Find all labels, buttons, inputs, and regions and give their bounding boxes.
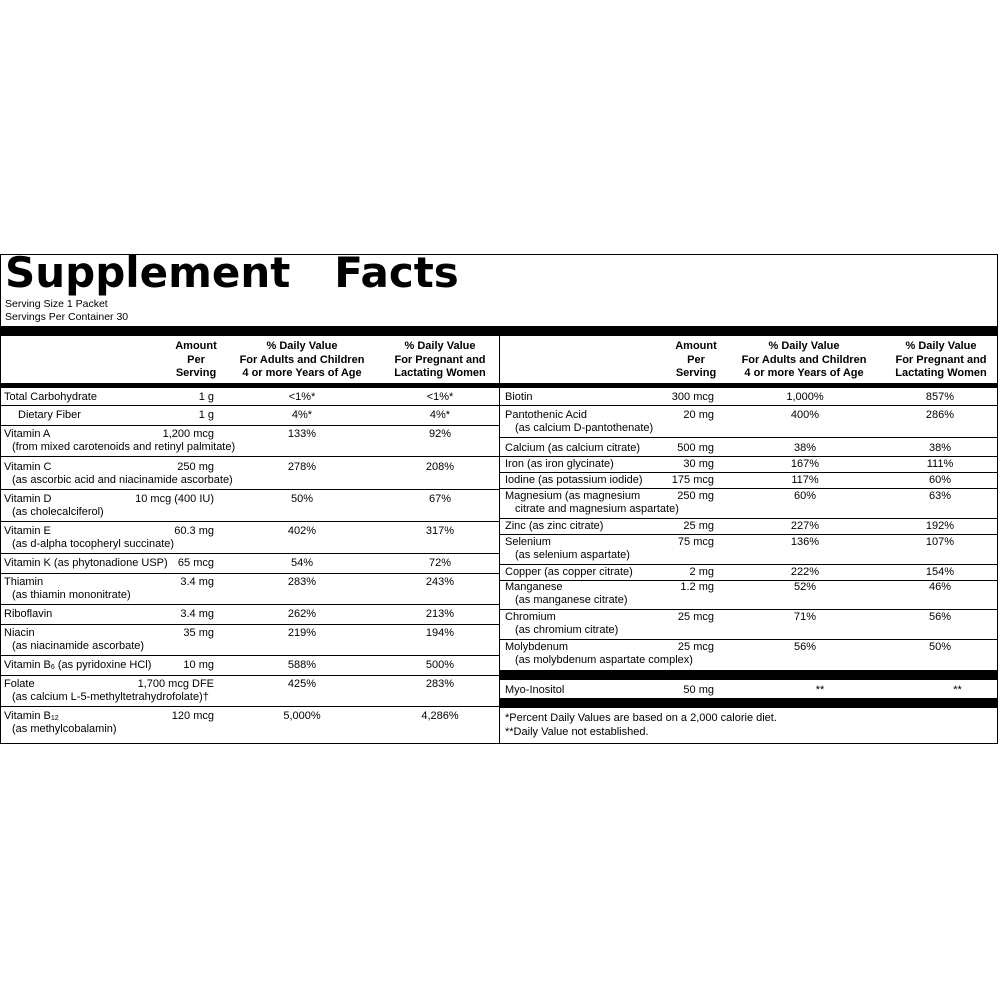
- left-dv-adults-header: % Daily Value For Adults and Children 4 or more Years of Age: [239, 340, 365, 379]
- myo-bottom-rule: [500, 698, 998, 708]
- right-row-4-name: Iodine (as potassium iodide): [505, 474, 643, 486]
- right-row-11-dv-pregnant: 50%: [928, 641, 952, 653]
- right-row-6-dv-adults: 227%: [790, 520, 820, 532]
- left-row-1-rule: [0, 425, 499, 426]
- left-row-6-amount: 65 mcg: [177, 557, 214, 569]
- left-row-3-dv-adults: 278%: [287, 461, 317, 473]
- serving-size: Serving Size 1 Packet: [5, 298, 108, 310]
- right-row-1-amount: 20 mg: [683, 409, 714, 421]
- right-row-11-source: (as molybdenum aspartate complex): [515, 654, 693, 666]
- left-row-0-dv-adults: <1%*: [288, 391, 316, 403]
- right-row-9-name: Manganese: [505, 581, 563, 593]
- left-row-6-dv-adults: 54%: [290, 557, 314, 569]
- subscript: 6: [50, 664, 55, 671]
- footnote-percent-dv: *Percent Daily Values are based on a 2,000 calorie diet.: [505, 712, 777, 724]
- right-row-9-dv-adults: 52%: [793, 581, 817, 593]
- myo-inositol-dv-adults: **: [815, 684, 825, 696]
- right-row-7-name: Selenium: [505, 536, 551, 548]
- right-row-3-amount: 30 mg: [683, 458, 714, 470]
- right-row-2-amount: 500 mg: [677, 442, 714, 454]
- right-row-6-amount: 25 mg: [683, 520, 714, 532]
- right-row-10-amount: 25 mcg: [677, 611, 714, 623]
- right-row-4-amount: 175 mcg: [671, 474, 714, 486]
- right-row-10-source: (as chromium citrate): [515, 624, 619, 636]
- servings-per-container: Servings Per Container 30: [5, 311, 129, 323]
- left-row-7-dv-pregnant: 243%: [425, 576, 455, 588]
- right-row-11-name: Molybdenum: [505, 641, 568, 653]
- right-row-7-dv-pregnant: 107%: [925, 536, 955, 548]
- top-thick-rule: [0, 326, 998, 336]
- right-row-8-amount: 2 mg: [689, 566, 714, 578]
- right-row-0-rule: [500, 405, 998, 406]
- left-row-7-amount: 3.4 mg: [180, 576, 214, 588]
- left-row-11-rule: [0, 706, 499, 707]
- left-row-12-name: Vitamin B12: [4, 710, 59, 722]
- right-row-9-amount: 1.2 mg: [680, 581, 714, 593]
- left-row-8-name: Riboflavin: [4, 608, 53, 620]
- right-row-5-dv-adults: 60%: [793, 490, 817, 502]
- left-row-10-rule: [0, 675, 499, 676]
- right-row-2-dv-adults: 38%: [793, 442, 817, 454]
- left-amount-header: Amount Per Serving: [175, 340, 217, 379]
- right-row-9-source: (as manganese citrate): [515, 594, 628, 606]
- left-row-3-rule: [0, 489, 499, 490]
- left-row-5-rule: [0, 553, 499, 554]
- left-row-9-dv-pregnant: 194%: [425, 627, 455, 639]
- left-row-1-dv-adults: 4%*: [291, 409, 313, 421]
- right-row-8-dv-pregnant: 154%: [925, 566, 955, 578]
- left-row-6-dv-pregnant: 72%: [428, 557, 452, 569]
- left-row-3-name: Vitamin C: [4, 461, 52, 473]
- left-row-9-amount: 35 mg: [183, 627, 214, 639]
- left-row-0-name: Total Carbohydrate: [4, 391, 97, 403]
- left-row-8-dv-adults: 262%: [287, 608, 317, 620]
- left-row-0-rule: [0, 405, 499, 406]
- left-row-8-amount: 3.4 mg: [180, 608, 214, 620]
- left-row-3-amount: 250 mg: [177, 461, 214, 473]
- left-header-rule: [0, 383, 499, 388]
- left-row-5-dv-pregnant: 317%: [425, 525, 455, 537]
- right-row-4-dv-pregnant: 60%: [928, 474, 952, 486]
- left-row-5-name: Vitamin E: [4, 525, 51, 537]
- left-row-2-source: (from mixed carotenoids and retinyl palmitate): [12, 441, 236, 453]
- right-row-2-dv-pregnant: 38%: [928, 442, 952, 454]
- left-row-6-rule: [0, 573, 499, 574]
- myo-inositol-dv-pregnant: **: [953, 684, 962, 696]
- left-row-1-name: Dietary Fiber: [18, 409, 81, 421]
- right-row-0-dv-adults: 1,000%: [786, 391, 824, 403]
- left-row-11-dv-pregnant: 283%: [425, 678, 455, 690]
- right-row-4-dv-adults: 117%: [791, 474, 819, 486]
- left-row-9-name: Niacin: [4, 627, 35, 639]
- left-row-5-dv-adults: 402%: [287, 525, 317, 537]
- left-row-12-amount: 120 mcg: [171, 710, 214, 722]
- left-row-6-name: Vitamin K (as phytonadione USP): [4, 557, 168, 569]
- footnote-dv-not-established: **Daily Value not established.: [505, 726, 649, 738]
- myo-inositol-name: Myo-Inositol: [505, 684, 565, 696]
- left-row-10-amount: 10 mg: [183, 659, 214, 671]
- left-row-12-source: (as methylcobalamin): [12, 723, 117, 735]
- left-row-0-amount: 1 g: [198, 391, 214, 403]
- right-row-1-source: (as calcium D-pantothenate): [515, 422, 654, 434]
- right-row-7-dv-adults: 136%: [790, 536, 820, 548]
- right-amount-header: Amount Per Serving: [675, 340, 717, 379]
- right-row-3-dv-adults: 167%: [790, 458, 820, 470]
- left-row-4-name: Vitamin D: [4, 493, 52, 505]
- left-row-2-amount: 1,200 mcg: [162, 428, 214, 440]
- right-row-5-name: Magnesium (as magnesium: [505, 490, 641, 502]
- right-row-0-amount: 300 mcg: [671, 391, 714, 403]
- left-row-9-source: (as niacinamide ascorbate): [12, 640, 145, 652]
- left-row-4-amount: 10 mcg (400 IU): [135, 493, 214, 505]
- left-row-7-rule: [0, 604, 499, 605]
- subscript: 12: [50, 715, 59, 722]
- left-row-3-source: (as ascorbic acid and niacinamide ascorbate): [12, 474, 233, 486]
- right-row-3-name: Iron (as iron glycinate): [505, 458, 614, 470]
- left-dv-pregnant-header: % Daily Value For Pregnant and Lactating Women: [394, 340, 486, 379]
- right-dv-pregnant-header: % Daily Value For Pregnant and Lactating Women: [895, 340, 987, 379]
- left-row-9-dv-adults: 219%: [287, 627, 317, 639]
- left-row-4-dv-adults: 50%: [290, 493, 314, 505]
- myo-inositol-amount: 50 mg: [683, 684, 714, 696]
- left-row-3-dv-pregnant: 208%: [425, 461, 455, 473]
- left-row-4-rule: [0, 521, 499, 522]
- left-row-0-dv-pregnant: <1%*: [426, 391, 454, 403]
- left-row-11-dv-adults: 425%: [287, 678, 317, 690]
- right-row-6-name: Zinc (as zinc citrate): [505, 520, 604, 532]
- right-row-1-dv-pregnant: 286%: [925, 409, 955, 421]
- myo-top-rule: [500, 670, 998, 680]
- left-row-12-dv-pregnant: 4,286%: [421, 710, 459, 722]
- left-row-11-name: Folate: [4, 678, 35, 690]
- left-row-12-dv-adults: 5,000%: [283, 710, 321, 722]
- left-row-8-rule: [0, 624, 499, 625]
- right-row-5-dv-pregnant: 63%: [928, 490, 952, 502]
- right-row-1-dv-adults: 400%: [790, 409, 820, 421]
- left-row-4-dv-pregnant: 67%: [428, 493, 452, 505]
- panel-title: Supplement Facts: [5, 248, 459, 297]
- left-row-1-amount: 1 g: [198, 409, 214, 421]
- left-row-5-amount: 60.3 mg: [174, 525, 214, 537]
- right-row-10-dv-pregnant: 56%: [928, 611, 952, 623]
- right-dv-adults-header: % Daily Value For Adults and Children 4 or more Years of Age: [741, 340, 867, 379]
- right-row-2-name: Calcium (as calcium citrate): [505, 442, 641, 454]
- left-row-5-source: (as d-alpha tocopheryl succinate): [12, 538, 175, 550]
- left-row-10-name: Vitamin B6 (as pyridoxine HCl): [4, 659, 152, 671]
- right-row-11-dv-adults: 56%: [793, 641, 817, 653]
- left-row-7-dv-adults: 283%: [287, 576, 317, 588]
- right-row-1-name: Pantothenic Acid: [505, 409, 587, 421]
- left-row-7-source: (as thiamin mononitrate): [12, 589, 131, 601]
- right-row-7-source: (as selenium aspartate): [515, 549, 630, 561]
- left-row-7-name: Thiamin: [4, 576, 44, 588]
- right-row-9-dv-pregnant: 46%: [928, 581, 952, 593]
- right-row-0-dv-pregnant: 857%: [925, 391, 955, 403]
- left-row-1-dv-pregnant: 4%*: [429, 409, 451, 421]
- left-row-9-rule: [0, 655, 499, 656]
- right-row-8-dv-adults: 222%: [790, 566, 820, 578]
- right-row-3-dv-pregnant: 111%: [926, 458, 954, 470]
- left-row-11-amount: 1,700 mcg DFE: [137, 678, 214, 690]
- right-row-6-dv-pregnant: 192%: [925, 520, 955, 532]
- right-row-8-name: Copper (as copper citrate): [505, 566, 633, 578]
- left-row-2-dv-pregnant: 92%: [428, 428, 452, 440]
- right-header-rule: [500, 383, 998, 388]
- right-row-7-amount: 75 mcg: [677, 536, 714, 548]
- right-row-5-source: citrate and magnesium aspartate): [515, 503, 679, 515]
- right-row-10-name: Chromium: [505, 611, 556, 623]
- left-row-2-rule: [0, 456, 499, 457]
- right-row-10-dv-adults: 71%: [793, 611, 817, 623]
- left-row-10-dv-adults: 588%: [287, 659, 317, 671]
- right-row-1-rule: [500, 437, 998, 438]
- left-row-11-source: (as calcium L-5-methyltetrahydrofolate)†: [12, 691, 209, 703]
- right-row-0-name: Biotin: [505, 391, 533, 403]
- left-row-2-dv-adults: 133%: [287, 428, 317, 440]
- left-row-8-dv-pregnant: 213%: [425, 608, 455, 620]
- left-row-10-dv-pregnant: 500%: [425, 659, 455, 671]
- right-row-11-amount: 25 mcg: [677, 641, 714, 653]
- left-row-2-name: Vitamin A: [4, 428, 51, 440]
- right-row-5-amount: 250 mg: [677, 490, 714, 502]
- left-row-4-source: (as cholecalciferol): [12, 506, 104, 518]
